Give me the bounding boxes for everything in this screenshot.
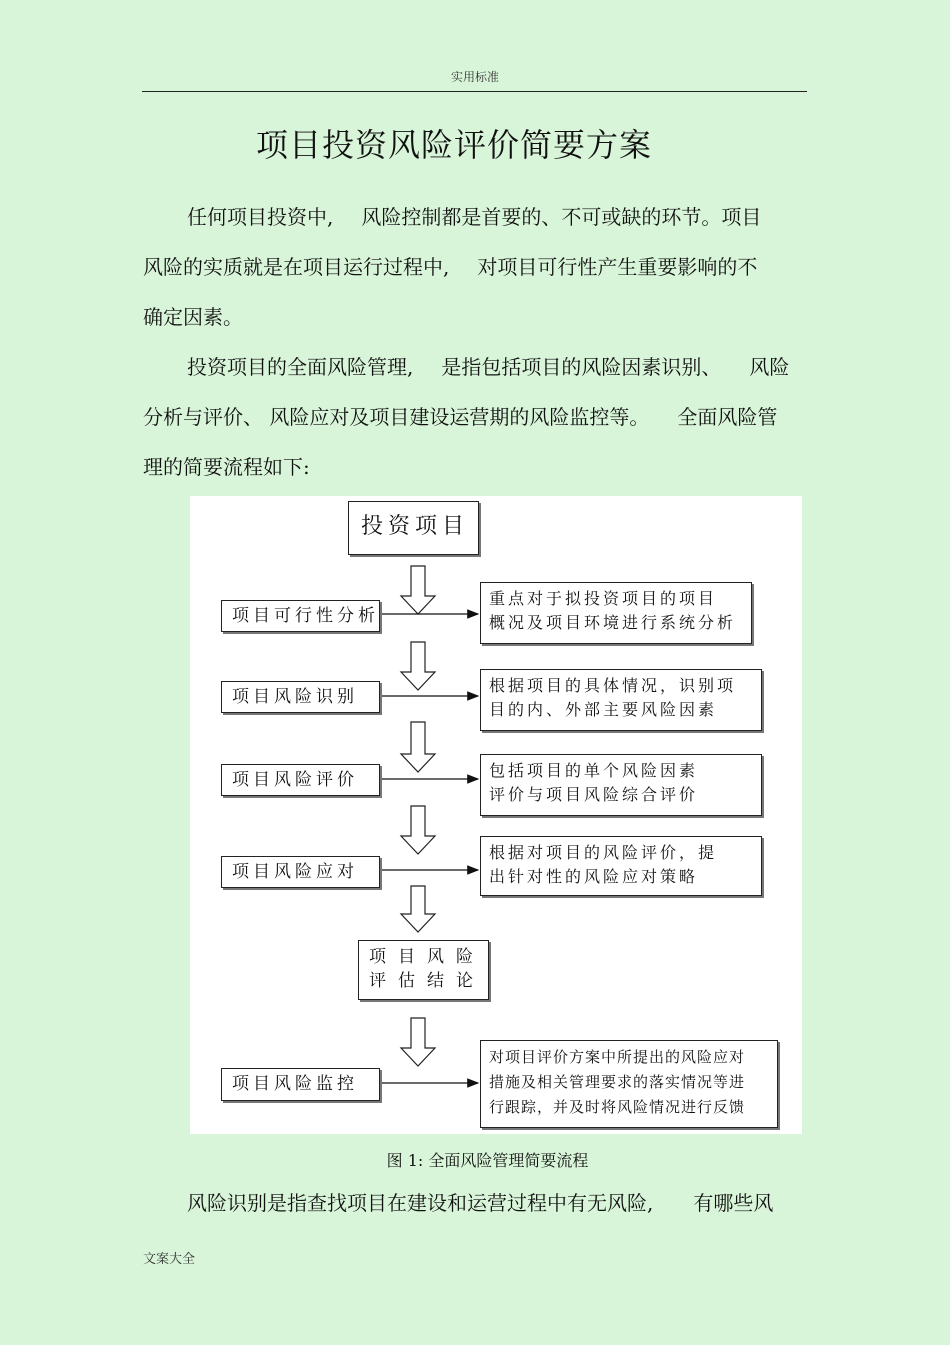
p1-line1a: 任何项目投资中, (187, 205, 334, 229)
down-arrow-6 (401, 1018, 435, 1066)
p2-line1b: 是指包括项目的风险因素识别、 (441, 355, 722, 379)
p2-line3: 理的简要流程如下: (143, 455, 310, 479)
figure-caption: 图 1: 全面风险管理简要流程 (386, 1151, 589, 1170)
paragraph-1 (143, 192, 808, 342)
p2-line1c: 风险 (749, 355, 790, 379)
flow-step-1-box: 项目可行性分析 (221, 600, 380, 632)
paragraph-3 (143, 1178, 808, 1228)
p1-line1b: 风险控制都是首要的、不可或缺的环节。项目 (361, 205, 762, 229)
document-title: 项目投资风险评价简要方案 (255, 126, 652, 164)
flow-monitor-detail: 对项目评价方案中所提出的风险应对 措施及相关管理要求的落实情况等进 行跟踪，并及时将风险情况进行反馈 (480, 1040, 778, 1128)
down-arrow-2 (401, 642, 435, 690)
flow-monitor-box: 项目风险监控 (221, 1068, 380, 1101)
p2-line2a: 分析与评价、 风险应对及项目建设运营期的风险监控等。 (143, 405, 650, 429)
down-arrow-5 (401, 886, 435, 932)
down-arrow-4 (401, 806, 435, 854)
paragraph-2 (143, 342, 808, 492)
down-arrow-1 (401, 566, 435, 614)
flow-step-2-box: 项目风险识别 (221, 681, 380, 713)
p1-line2a: 风险的实质就是在项目运行过程中, (143, 255, 450, 279)
p3-line1b: 有哪些风 (693, 1191, 774, 1215)
down-arrow-3 (401, 722, 435, 772)
flowchart-figure (190, 496, 802, 1134)
page-footer: 文案大全 (143, 1252, 196, 1267)
flow-conclusion-box: 项目风险 评估结论 (358, 940, 489, 1000)
flow-step-4-box: 项目风险应对 (221, 856, 380, 888)
flow-step-3-detail: 包括项目的单个风险因素 评价与项目风险综合评价 (480, 754, 762, 816)
page-header: 实用标准 (450, 70, 499, 84)
flow-step-2-detail: 根据项目的具体情况，识别项 目的内、外部主要风险因素 (480, 669, 762, 731)
p3-line1a: 风险识别是指查找项目在建设和运营过程中有无风险, (187, 1191, 654, 1215)
header-divider (142, 91, 807, 92)
flow-step-3-box: 项目风险评价 (221, 764, 380, 796)
flow-step-4-detail: 根据对项目的风险评价，提 出针对性的风险应对策略 (480, 836, 762, 896)
p2-line1a: 投资项目的全面风险管理, (187, 355, 414, 379)
p2-line2b: 全面风险管 (677, 405, 778, 429)
p1-line3: 确定因素。 (143, 305, 243, 329)
flow-step-1-detail: 重点对于拟投资项目的项目 概况及项目环境进行系统分析 (480, 582, 752, 644)
p1-line2b: 对项目可行性产生重要影响的不 (477, 255, 758, 279)
flow-start-box: 投资项目 (348, 501, 479, 555)
